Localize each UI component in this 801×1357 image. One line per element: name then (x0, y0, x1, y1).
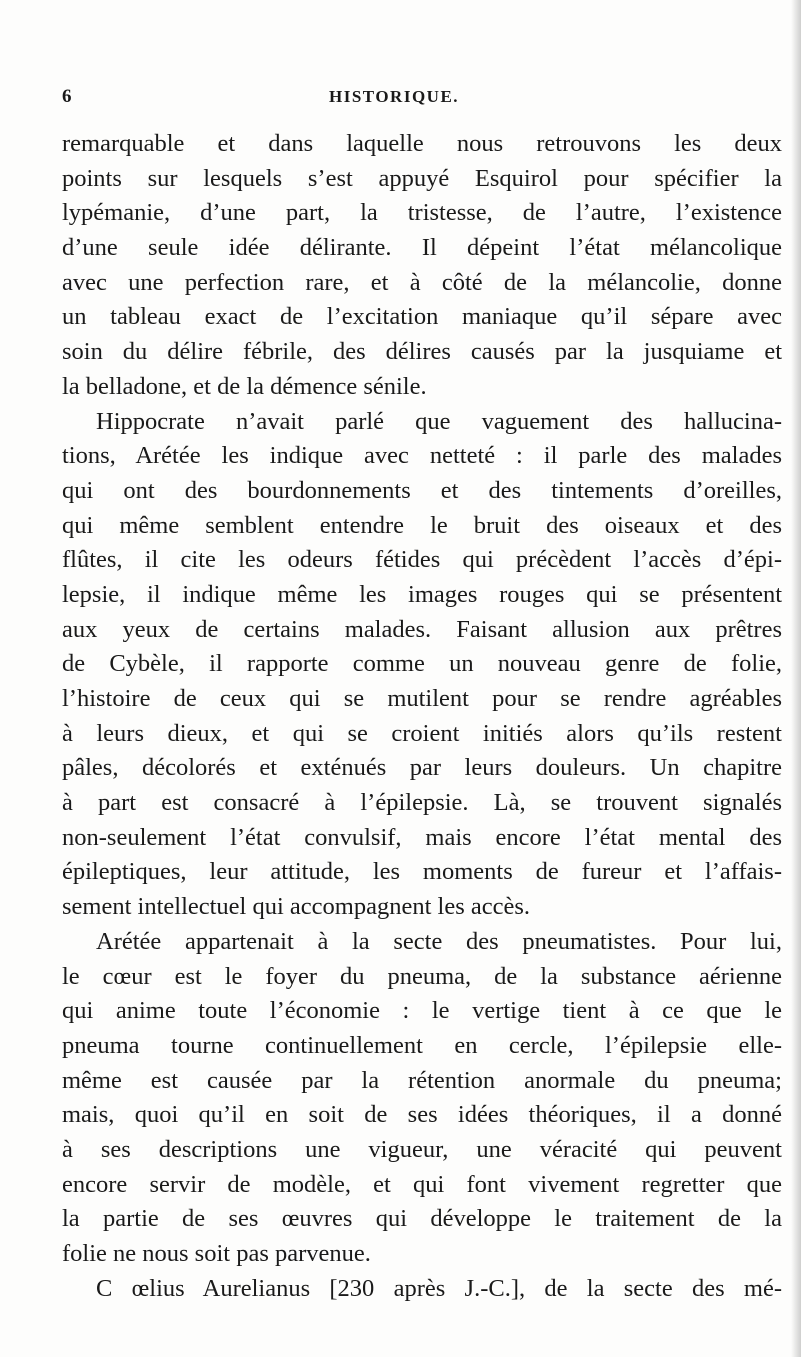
text-line: à leurs dieux, et qui se croient initiés alors qu’ils restent (62, 719, 782, 747)
text-line: l’histoire de ceux qui se mutilent pour se rendre agréables (62, 685, 782, 712)
text-line: Hippocrate n’avait parlé que vaguement des hallucina- (96, 407, 782, 435)
text-line: qui même semblent entendre le bruit des oiseaux et des (62, 511, 782, 539)
text-line: soin du délire fébrile, des délires causés par la jusquiame et (62, 338, 782, 366)
text-line: flûtes, il cite les odeurs fétides qui précèdent l’accès d’épi- (62, 546, 782, 574)
text-line: encore servir de modèle, et qui font vivement regretter que (62, 1170, 782, 1198)
text-line: même est causée par la rétention anormale du pneuma; (62, 1066, 782, 1094)
text-line: folie ne nous soit pas parvenue. (62, 1240, 371, 1267)
text-line: pneuma tourne continuellement en cercle, l’épilepsie elle- (62, 1031, 782, 1059)
text-line: un tableau exact de l’excitation maniaque qu’il sépare avec (62, 303, 782, 331)
text-line: Arétée appartenait à la secte des pneumatistes. Pour lui, (96, 927, 782, 955)
page-number: 6 (62, 86, 72, 107)
text-line: lypémanie, d’une part, la tristesse, de l’autre, l’existence (62, 199, 782, 227)
text-line: qui anime toute l’économie : le vertige tient à ce que le (62, 997, 782, 1025)
text-line: mais, quoi qu’il en soit de ses idées théoriques, il a donné (62, 1101, 782, 1129)
text-line: la partie de ses œuvres qui développe le traitement de la (62, 1205, 782, 1233)
text-line: remarquable et dans laquelle nous retrouvons les deux (62, 130, 782, 157)
text-line: aux yeux de certains malades. Faisant allusion aux prêtres (62, 615, 782, 643)
text-line: qui ont des bourdonnements et des tintements d’oreilles, (62, 476, 782, 504)
text-line: tions, Arétée les indique avec netteté : il parle des malades (62, 442, 782, 470)
text-line: avec une perfection rare, et à côté de la mélancolie, donne (62, 268, 782, 296)
running-title: HISTORIQUE. (329, 87, 460, 106)
text-line: non-seulement l’état convulsif, mais encore l’état mental des (62, 823, 782, 851)
text-line: sement intellectuel qui accompagnent les accès. (62, 893, 531, 921)
text-line: le cœur est le foyer du pneuma, de la substance aérienne (62, 962, 782, 990)
text-line: à part est consacré à l’épilepsie. Là, se trouvent signalés (62, 789, 782, 817)
text-line: pâles, décolorés et exténués par leurs douleurs. Un chapitre (62, 754, 782, 782)
text-line: points sur lesquels s’est appuyé Esquirol pour spécifier la (62, 164, 782, 192)
text-line: à ses descriptions une vigueur, une véracité qui peuvent (62, 1135, 782, 1163)
body-text (62, 127, 782, 1306)
page-header (62, 86, 782, 116)
text-line: lepsie, il indique même les images rouges qui se présentent (62, 580, 782, 608)
page-edge-shadow (791, 0, 801, 1357)
text-line: la belladone, et de la démence sénile. (62, 372, 427, 400)
text-line: de Cybèle, il rapporte comme un nouveau genre de folie, (62, 650, 782, 678)
text-line: épileptiques, leur attitude, les moments de fureur et l’affais- (62, 858, 782, 886)
text-line: C œlius Aurelianus [230 après J.-C.], de la secte des mé- (96, 1274, 782, 1302)
text-line: d’une seule idée délirante. Il dépeint l’état mélancolique (62, 234, 782, 262)
